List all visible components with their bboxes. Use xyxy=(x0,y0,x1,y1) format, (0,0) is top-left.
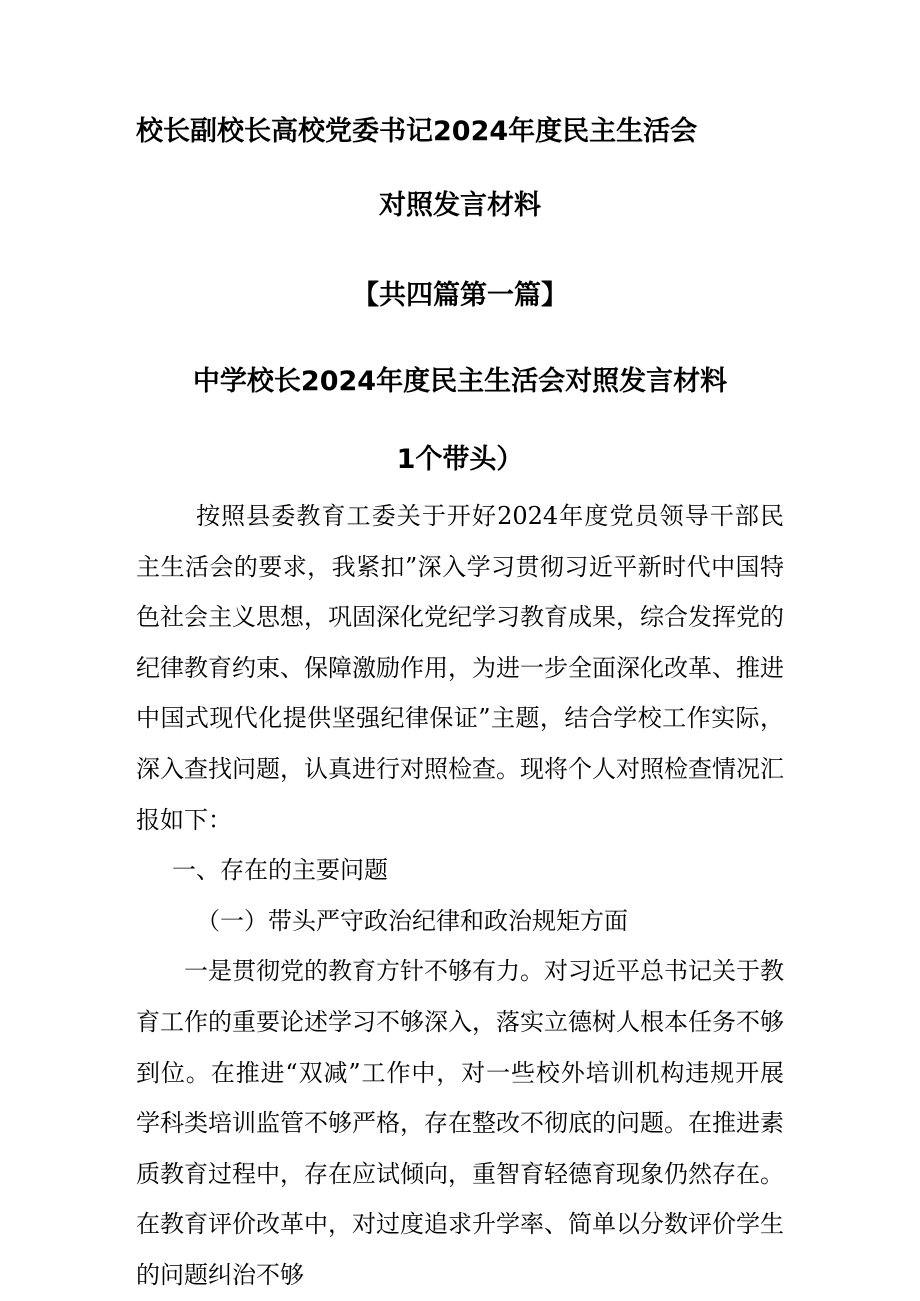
series-marker: 【共四篇第一篇】 xyxy=(352,280,568,311)
body-paragraph: 一是贯彻党的教育方针不够有力。对习近平总书记关于教育工作的重要论述学习不够深入，落实立德树人根本任务不够到位。在推进“双减”工作中，对一些校外培训机构违规开展学科类培训监管不够严格，存在整改不彻底的问题。在推进素质教育过程中，存在应试倾向，重智育轻德育现象仍然存在。在教育评价改革中，对过度追求升学率、简单以分数评价学生的问题纠治不够 xyxy=(136,957,784,1289)
section-heading: 一、存在的主要问题 xyxy=(172,856,388,885)
document-body xyxy=(136,491,784,1301)
document-subtitle: 中学校长2024年度民主生活会对照发言材料 xyxy=(192,366,728,397)
subtitle-note: 1个带头） xyxy=(396,444,524,475)
subsection-heading: （一）带头严守政治纪律和政治规矩方面 xyxy=(196,906,628,935)
intro-paragraph: 按照县委教育工委关于开好2024年度党员领导干部民主生活会的要求，我紧扣”深入学习贯彻习近平新时代中国特色社会主义思想，巩固深化党纪学习教育成果，综合发挥党的纪律教育约束、保障激励作用，为进一步全面深化改革、推进中国式现代化提供坚强纪律保证”主题，结合学校工作实际，深入查找问题，认真进行对照检查。现将个人对照检查情况汇报如下： xyxy=(136,502,784,834)
document-title-line-2: 对照发言材料 xyxy=(379,190,541,221)
document-title-line-1: 校长副校长高校党委书记2024年度民主生活会 xyxy=(136,116,698,147)
